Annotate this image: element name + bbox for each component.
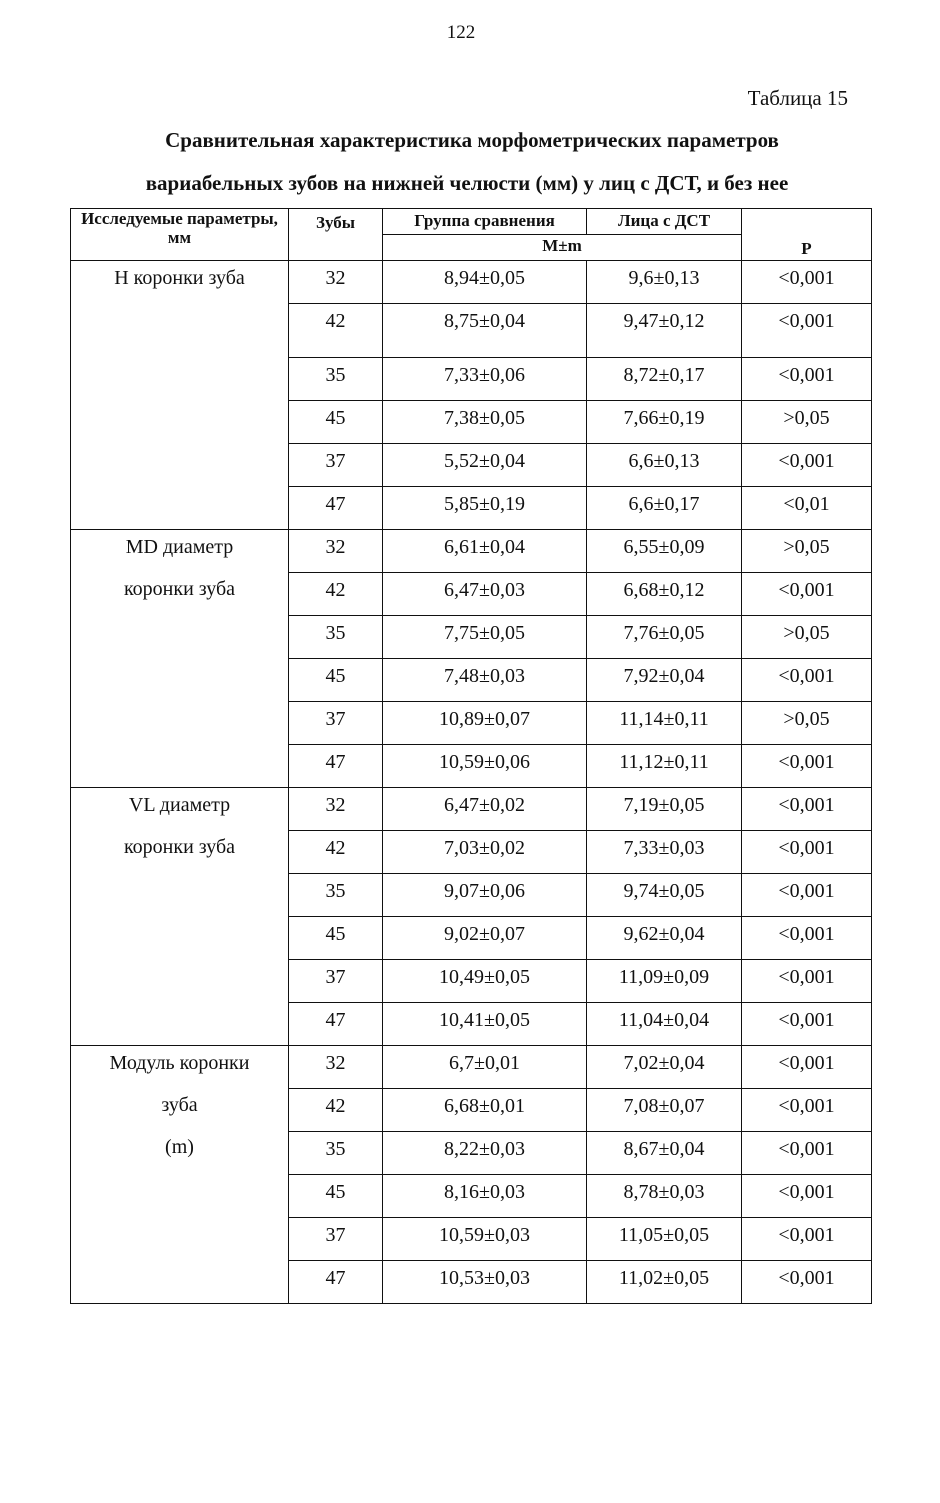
tooth-cell: 35 (289, 358, 383, 401)
tooth-cell: 32 (289, 1046, 383, 1089)
comparison-cell: 10,59±0,03 (383, 1218, 587, 1261)
tooth-cell: 45 (289, 659, 383, 702)
dst-cell: 11,12±0,11 (587, 745, 742, 788)
table-row (71, 530, 872, 573)
comparison-cell: 5,52±0,04 (383, 444, 587, 487)
tooth-cell: 35 (289, 616, 383, 659)
p-value-cell: >0,05 (742, 530, 872, 573)
comparison-cell: 8,16±0,03 (383, 1175, 587, 1218)
param-cell (71, 261, 289, 530)
p-value-cell: <0,001 (742, 960, 872, 1003)
table-label: Таблица 15 (747, 86, 848, 110)
header-mean: M±m (383, 235, 742, 261)
p-value-cell: <0,001 (742, 1003, 872, 1046)
tooth-cell: 37 (289, 1218, 383, 1261)
p-value-cell: <0,001 (742, 261, 872, 304)
param-label: Н коронки зуба (114, 267, 245, 289)
dst-cell: 9,47±0,12 (587, 304, 742, 358)
p-value-cell: <0,001 (742, 1218, 872, 1261)
tooth-cell: 42 (289, 1089, 383, 1132)
dst-cell: 11,09±0,09 (587, 960, 742, 1003)
p-value-cell: <0,001 (742, 831, 872, 874)
tooth-cell: 47 (289, 1261, 383, 1304)
table-row (71, 788, 872, 831)
table-title-line-2: вариабельных зубов на нижней челюсти (мм) у лиц с ДСТ, и без нее (145, 171, 789, 195)
header-p: P (742, 209, 872, 261)
param-cell (71, 530, 289, 788)
dst-cell: 8,72±0,17 (587, 358, 742, 401)
dst-cell: 7,92±0,04 (587, 659, 742, 702)
table-row (71, 1046, 872, 1089)
comparison-cell: 10,49±0,05 (383, 960, 587, 1003)
comparison-cell: 8,94±0,05 (383, 261, 587, 304)
tooth-cell: 32 (289, 261, 383, 304)
p-value-cell: >0,05 (742, 616, 872, 659)
tooth-cell: 47 (289, 745, 383, 788)
comparison-cell: 6,47±0,02 (383, 788, 587, 831)
tooth-cell: 47 (289, 487, 383, 530)
tooth-cell: 45 (289, 401, 383, 444)
param-label: (m) (165, 1136, 194, 1158)
p-value-cell: <0,001 (742, 1175, 872, 1218)
p-value-cell: <0,001 (742, 659, 872, 702)
table-row (71, 261, 872, 304)
tooth-cell: 45 (289, 917, 383, 960)
p-value-cell: <0,01 (742, 487, 872, 530)
p-value-cell: <0,001 (742, 788, 872, 831)
p-value-cell: >0,05 (742, 401, 872, 444)
dst-cell: 6,55±0,09 (587, 530, 742, 573)
p-value-cell: <0,001 (742, 1132, 872, 1175)
dst-cell: 7,76±0,05 (587, 616, 742, 659)
comparison-cell: 7,33±0,06 (383, 358, 587, 401)
header-param: Исследуемые параметры, мм (71, 209, 289, 261)
tooth-cell: 37 (289, 960, 383, 1003)
dst-cell: 9,6±0,13 (587, 261, 742, 304)
p-value-cell: <0,001 (742, 1046, 872, 1089)
comparison-cell: 6,61±0,04 (383, 530, 587, 573)
dst-cell: 6,6±0,13 (587, 444, 742, 487)
dst-cell: 11,02±0,05 (587, 1261, 742, 1304)
comparison-cell: 7,48±0,03 (383, 659, 587, 702)
p-value-cell: <0,001 (742, 874, 872, 917)
p-value-cell: <0,001 (742, 917, 872, 960)
param-cell (71, 1046, 289, 1304)
dst-cell: 7,08±0,07 (587, 1089, 742, 1132)
p-value-cell: <0,001 (742, 304, 872, 358)
comparison-cell: 6,47±0,03 (383, 573, 587, 616)
comparison-cell: 8,22±0,03 (383, 1132, 587, 1175)
comparison-cell: 10,59±0,06 (383, 745, 587, 788)
comparison-cell: 10,41±0,05 (383, 1003, 587, 1046)
param-label: коронки зуба (123, 836, 236, 858)
header-comparison: Группа сравнения (383, 209, 587, 235)
comparison-cell: 8,75±0,04 (383, 304, 587, 358)
header-teeth: Зубы (289, 209, 383, 261)
dst-cell: 8,67±0,04 (587, 1132, 742, 1175)
p-value-cell: <0,001 (742, 745, 872, 788)
dst-cell: 7,66±0,19 (587, 401, 742, 444)
dst-cell: 11,05±0,05 (587, 1218, 742, 1261)
dst-cell: 7,33±0,03 (587, 831, 742, 874)
param-label: коронки зуба (123, 578, 236, 600)
p-value-cell: >0,05 (742, 702, 872, 745)
table-title-line-1: Сравнительная характеристика морфометрических параметров (165, 128, 779, 152)
morphometric-table (70, 208, 872, 1304)
p-value-cell: <0,001 (742, 1089, 872, 1132)
tooth-cell: 42 (289, 304, 383, 358)
page-number: 122 (446, 22, 476, 43)
comparison-cell: 6,68±0,01 (383, 1089, 587, 1132)
dst-cell: 11,14±0,11 (587, 702, 742, 745)
dst-cell: 9,62±0,04 (587, 917, 742, 960)
comparison-cell: 6,7±0,01 (383, 1046, 587, 1089)
tooth-cell: 37 (289, 702, 383, 745)
dst-cell: 7,02±0,04 (587, 1046, 742, 1089)
table-body (71, 261, 872, 1304)
param-label: Модуль коронки (109, 1052, 250, 1074)
tooth-cell: 45 (289, 1175, 383, 1218)
header-dst: Лица с ДСТ (587, 209, 742, 235)
param-label: VL диаметр (128, 794, 231, 816)
p-value-cell: <0,001 (742, 573, 872, 616)
param-label: МD диаметр (125, 536, 234, 558)
tooth-cell: 37 (289, 444, 383, 487)
tooth-cell: 42 (289, 573, 383, 616)
tooth-cell: 35 (289, 1132, 383, 1175)
comparison-cell: 7,38±0,05 (383, 401, 587, 444)
dst-cell: 6,68±0,12 (587, 573, 742, 616)
p-value-cell: <0,001 (742, 444, 872, 487)
dst-cell: 11,04±0,04 (587, 1003, 742, 1046)
tooth-cell: 32 (289, 530, 383, 573)
comparison-cell: 10,89±0,07 (383, 702, 587, 745)
dst-cell: 8,78±0,03 (587, 1175, 742, 1218)
comparison-cell: 5,85±0,19 (383, 487, 587, 530)
comparison-cell: 9,07±0,06 (383, 874, 587, 917)
param-cell (71, 788, 289, 1046)
tooth-cell: 35 (289, 874, 383, 917)
tooth-cell: 47 (289, 1003, 383, 1046)
p-value-cell: <0,001 (742, 358, 872, 401)
comparison-cell: 9,02±0,07 (383, 917, 587, 960)
param-label: зуба (161, 1094, 198, 1116)
tooth-cell: 42 (289, 831, 383, 874)
comparison-cell: 7,03±0,02 (383, 831, 587, 874)
p-value-cell: <0,001 (742, 1261, 872, 1304)
dst-cell: 9,74±0,05 (587, 874, 742, 917)
comparison-cell: 10,53±0,03 (383, 1261, 587, 1304)
dst-cell: 6,6±0,17 (587, 487, 742, 530)
comparison-cell: 7,75±0,05 (383, 616, 587, 659)
tooth-cell: 32 (289, 788, 383, 831)
dst-cell: 7,19±0,05 (587, 788, 742, 831)
